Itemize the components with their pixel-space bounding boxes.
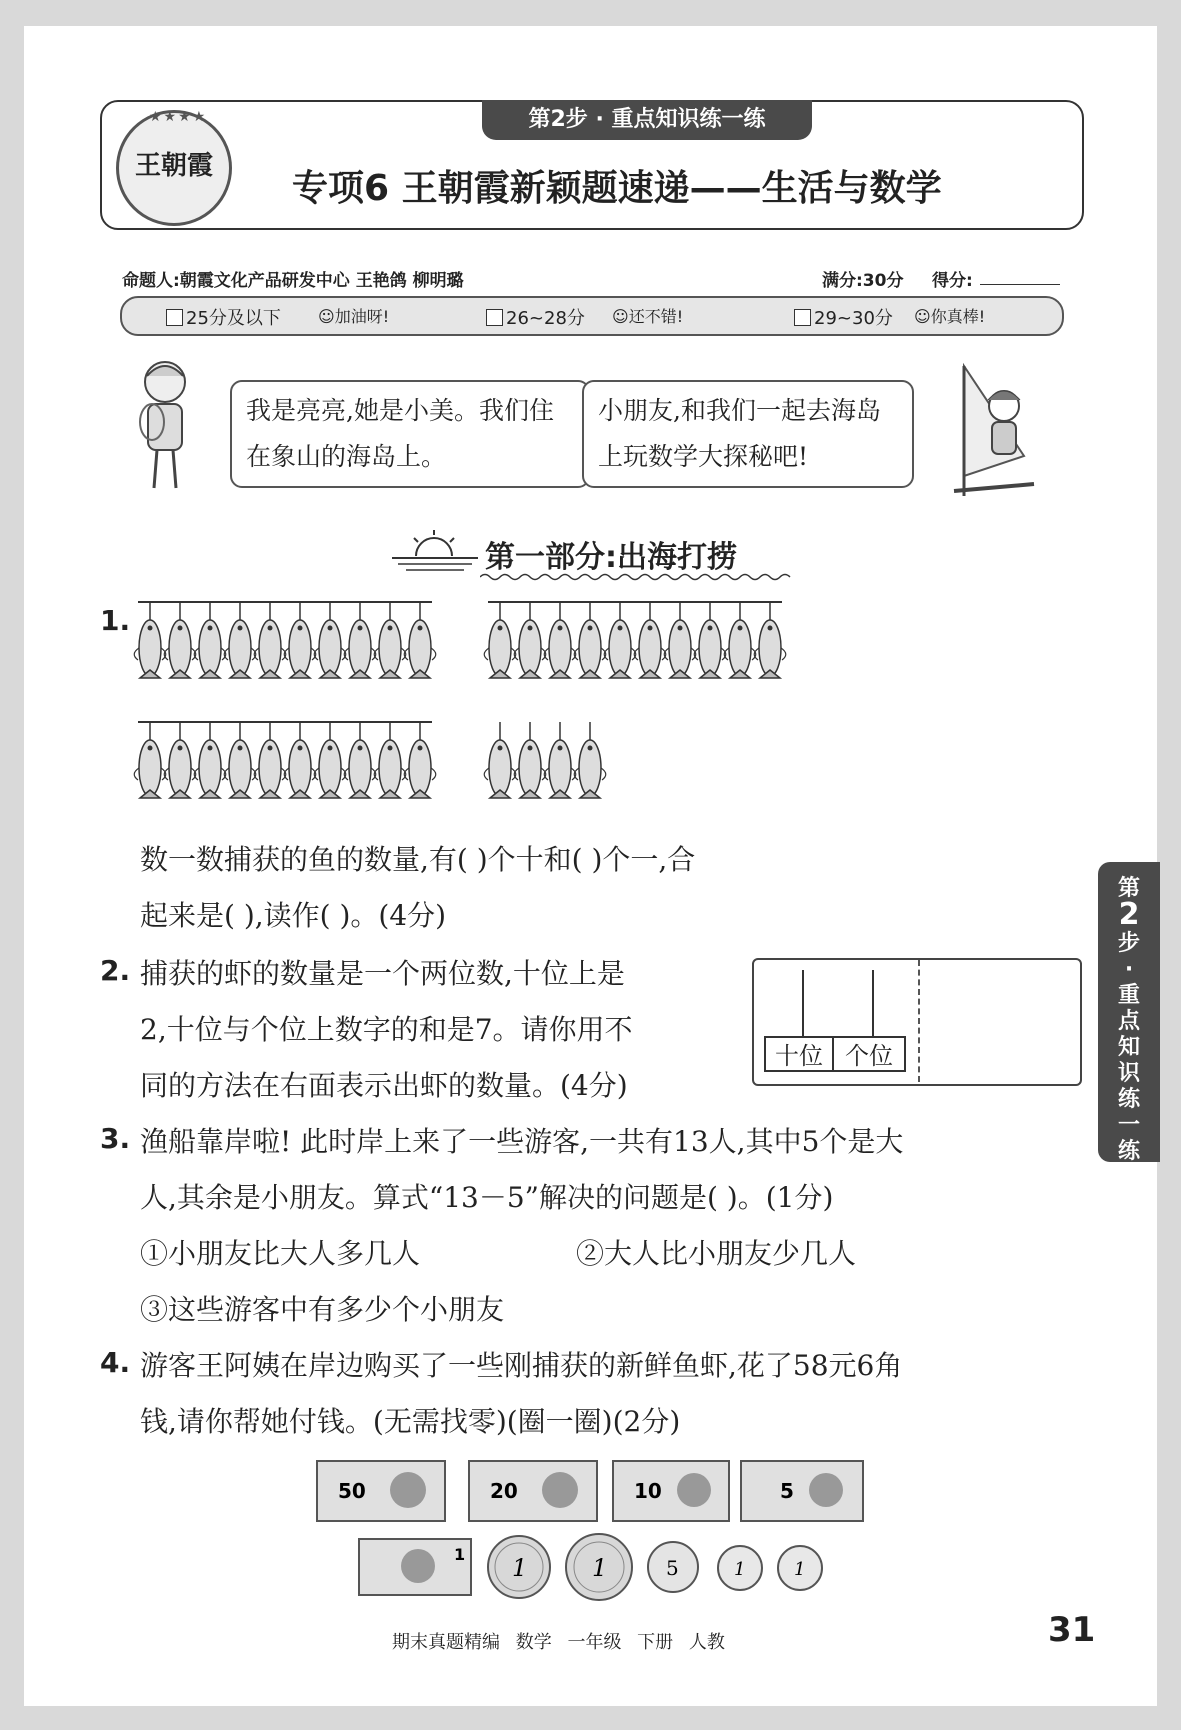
step-label: 第2步 · 重点知识练一练 <box>482 100 812 140</box>
banknote-5[interactable] <box>740 1460 864 1526</box>
fish-icon <box>314 602 346 678</box>
fish-icon <box>514 722 546 798</box>
divider <box>918 960 920 1082</box>
alternate-method-area[interactable] <box>922 964 1072 1078</box>
coin-value: 5 <box>666 1556 679 1580</box>
fish-icon <box>134 602 166 678</box>
checkbox-icon[interactable] <box>486 309 503 326</box>
score-comment-2: ☺还不错! <box>612 307 684 326</box>
fish-icon <box>254 722 286 798</box>
question-3-line-2: 人,其余是小朋友。算式“13－5”解决的问题是( )。(1分) <box>140 1181 834 1214</box>
banknote-1[interactable] <box>358 1538 472 1600</box>
fish-icon <box>254 602 286 678</box>
page-number: 31 <box>1048 1610 1096 1650</box>
fish-icon <box>344 722 376 798</box>
tens-label: 十位 <box>764 1036 834 1072</box>
speech-bubble-boy: 我是亮亮,她是小美。我们住在象山的海岛上。 <box>230 380 590 488</box>
question-3-option-3[interactable]: ③这些游客中有多少个小朋友 <box>140 1293 505 1326</box>
banknote-value: 50 <box>338 1479 366 1503</box>
ones-rod <box>872 970 874 1038</box>
coin-value: 1 <box>734 1559 746 1580</box>
coin-value: 1 <box>512 1554 528 1582</box>
question-3-option-2[interactable]: ②大人比小朋友少几人 <box>576 1237 857 1270</box>
question-3-line-1: 渔船靠岸啦! 此时岸上来了一些游客,一共有13人,其中5个是大 <box>140 1125 904 1158</box>
fish-icon <box>314 722 346 798</box>
page-title: 专项6 王朝霞新颖题速递——生活与数学 <box>292 168 942 209</box>
fish-icon <box>754 602 786 678</box>
fish-icon <box>604 602 636 678</box>
fish-icon <box>694 602 726 678</box>
checkbox-icon[interactable] <box>166 309 183 326</box>
fish-icon <box>484 722 516 798</box>
banknote-value: 20 <box>490 1479 518 1503</box>
fish-icon <box>724 602 756 678</box>
score-level-1[interactable]: 25分及以下 <box>166 304 281 330</box>
star-icon: ★★★★ <box>149 109 208 125</box>
question-2-number: 2. <box>100 954 131 987</box>
banknote-50[interactable] <box>316 1460 446 1526</box>
question-2-line-3: 同的方法在右面表示出虾的数量。(4分) <box>140 1069 628 1102</box>
fish-icon <box>284 602 316 678</box>
fish-icon <box>664 602 696 678</box>
brand-logo <box>116 110 232 226</box>
fish-icon <box>224 722 256 798</box>
tens-rod <box>802 970 804 1038</box>
coin-5-jiao[interactable] <box>646 1540 700 1598</box>
coin-value: 1 <box>592 1554 608 1582</box>
coin-value: 1 <box>794 1559 806 1580</box>
footer-text: 期末真题精编 数学 一年级 下册 人教 <box>392 1632 725 1653</box>
speech-bubble-girl: 小朋友,和我们一起去海岛上玩数学大探秘吧! <box>582 380 914 488</box>
fish-icon <box>574 602 606 678</box>
ones-label: 个位 <box>834 1036 906 1072</box>
fish-icon <box>544 602 576 678</box>
wave-underline <box>480 572 796 582</box>
fish-icon <box>544 722 576 798</box>
fish-icon <box>484 602 516 678</box>
abacus-answer-box[interactable] <box>752 958 1082 1086</box>
fish-icon <box>224 602 256 678</box>
fish-icon <box>194 722 226 798</box>
question-4-line-2: 钱,请你帮她付钱。(无需找零)(圈一圈)(2分) <box>140 1405 681 1438</box>
fish-icon <box>634 602 666 678</box>
fish-icon <box>374 602 406 678</box>
banknote-value: 10 <box>634 1479 662 1503</box>
section-title: 第一部分:出海打捞 <box>485 540 737 575</box>
header-box <box>100 100 1084 230</box>
side-step-tab: 第 2 步 · 重 点 知 识 练 一 练 <box>1098 862 1160 1162</box>
coin-1-jiao-a[interactable] <box>716 1544 764 1596</box>
girl-illustration <box>944 356 1040 504</box>
fish-icon <box>404 602 436 678</box>
banknote-value: 1 <box>454 1545 466 1564</box>
fish-icon <box>194 602 226 678</box>
question-4-line-1: 游客王阿姨在岸边购买了一些刚捕获的新鲜鱼虾,花了58元6角 <box>140 1349 903 1382</box>
fish-icon <box>284 722 316 798</box>
coin-1-yuan-a[interactable] <box>486 1534 552 1604</box>
fish-icon <box>344 602 376 678</box>
score-label: 得分: <box>932 271 973 291</box>
score-comment-1: ☺加油呀! <box>318 307 390 326</box>
banknote-value: 5 <box>780 1479 794 1503</box>
score-comment-3: ☺你真棒! <box>914 307 986 326</box>
question-3-number: 3. <box>100 1122 131 1155</box>
question-2-line-2: 2,十位与个位上数字的和是7。请你用不 <box>140 1013 633 1046</box>
question-4-number: 4. <box>100 1346 131 1379</box>
fish-illustration <box>130 596 810 826</box>
full-score: 满分:30分 <box>822 271 904 291</box>
banknote-10[interactable] <box>612 1460 730 1526</box>
score-levels-bar <box>120 296 1064 336</box>
authors: 命题人:朝霞文化产品研发中心 王艳鸽 柳明璐 <box>122 271 464 291</box>
fish-icon <box>574 722 606 798</box>
question-1-line-2: 起来是( ),读作( )。(4分) <box>140 899 447 932</box>
sunset-icon <box>388 526 482 576</box>
score-level-2[interactable]: 26~28分 <box>486 304 585 330</box>
banknote-20[interactable] <box>468 1460 598 1526</box>
score-level-3[interactable]: 29~30分 <box>794 304 893 330</box>
fish-icon <box>164 602 196 678</box>
coin-1-jiao-b[interactable] <box>776 1544 824 1596</box>
question-1-line-1: 数一数捕获的鱼的数量,有( )个十和( )个一,合 <box>140 843 696 876</box>
fish-icon <box>374 722 406 798</box>
fish-icon <box>514 602 546 678</box>
fish-icon <box>404 722 436 798</box>
question-1-number: 1. <box>100 604 131 637</box>
fish-icon <box>164 722 196 798</box>
boy-illustration <box>130 356 200 496</box>
question-2-line-1: 捕获的虾的数量是一个两位数,十位上是 <box>140 957 625 990</box>
logo-text: 王朝霞 <box>134 151 213 181</box>
checkbox-icon[interactable] <box>794 309 811 326</box>
score-blank[interactable] <box>980 284 1060 285</box>
fish-icon <box>134 722 166 798</box>
question-3-option-1[interactable]: ①小朋友比大人多几人 <box>140 1237 421 1270</box>
coin-1-yuan-b[interactable] <box>564 1532 634 1606</box>
